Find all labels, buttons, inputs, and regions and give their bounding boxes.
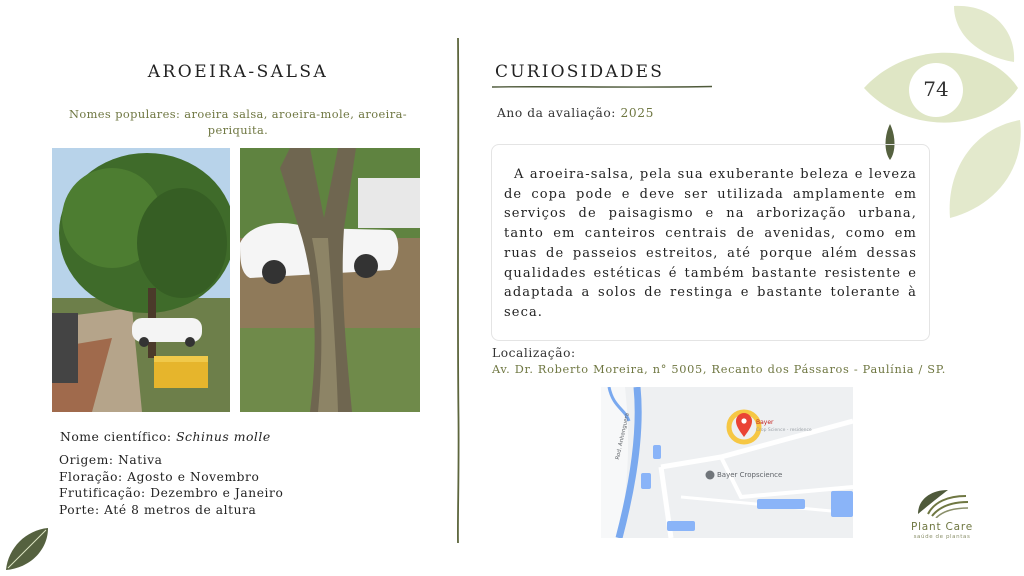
- fact-flowering: Floração: Agosto e Novembro: [59, 469, 260, 484]
- brand-name: Plant Care: [910, 521, 974, 533]
- map-road-label: Rod. Anhanguera: [615, 412, 631, 461]
- map-place-label: Bayer Cropscience: [717, 471, 783, 479]
- curiosities-box: [491, 144, 930, 341]
- scientific-name-line: [60, 429, 271, 444]
- evaluation-year-label: Ano da avaliação:: [497, 106, 617, 120]
- plant-title: AROEIRA-SALSA: [147, 62, 329, 82]
- title-underline: [492, 85, 712, 89]
- evaluation-year: [497, 106, 654, 120]
- map-pin-label: Bayer: [756, 419, 774, 426]
- fact-fruiting: Frutificação: Dezembro e Janeiro: [59, 486, 284, 501]
- curiosities-title: CURIOSIDADES: [495, 62, 665, 82]
- popular-names: Nomes populares: aroeira salsa, aroeira-mole, aroeira-periquita.: [68, 107, 408, 137]
- location-address: Av. Dr. Roberto Moreira, n° 5005, Recanto dos Pássaros - Paulínia / SP.: [492, 363, 947, 376]
- evaluation-year-value: 2025: [620, 106, 654, 120]
- brand-tagline: saúde de plantas: [913, 534, 971, 540]
- location-map[interactable]: [601, 387, 853, 538]
- plant-care-logo-icon: [914, 488, 970, 518]
- location-label: Localização:: [492, 346, 576, 360]
- vertical-divider: [456, 38, 460, 543]
- fact-size: Porte: Até 8 metros de altura: [59, 502, 257, 517]
- map-pin-sublabel: Crop Science - residence: [756, 428, 812, 433]
- scientific-name: Schinus molle: [176, 429, 271, 444]
- tree-photo-canopy: [52, 148, 230, 412]
- curiosities-text: A aroeira-salsa, pela sua exuberante beleza e leveza de copa pode e deve ser utilizada amplamente em serviços de paisagismo e na arborização urbana, tanto em canteiros centrais de avenidas, como em ruas de passeios estreitos, até porque além dessas qualidades estéticas é também bastante resistente e adaptada a solos de restinga e bastante tolerante à seca.: [504, 167, 917, 320]
- tree-photo-trunk: [240, 148, 420, 412]
- page-number: 74: [923, 77, 949, 101]
- plant-facts: [59, 452, 283, 518]
- fact-origin: Origem: Nativa: [59, 453, 163, 467]
- decorative-leaf-dark: [2, 526, 52, 572]
- scientific-name-label: Nome científico:: [60, 429, 172, 444]
